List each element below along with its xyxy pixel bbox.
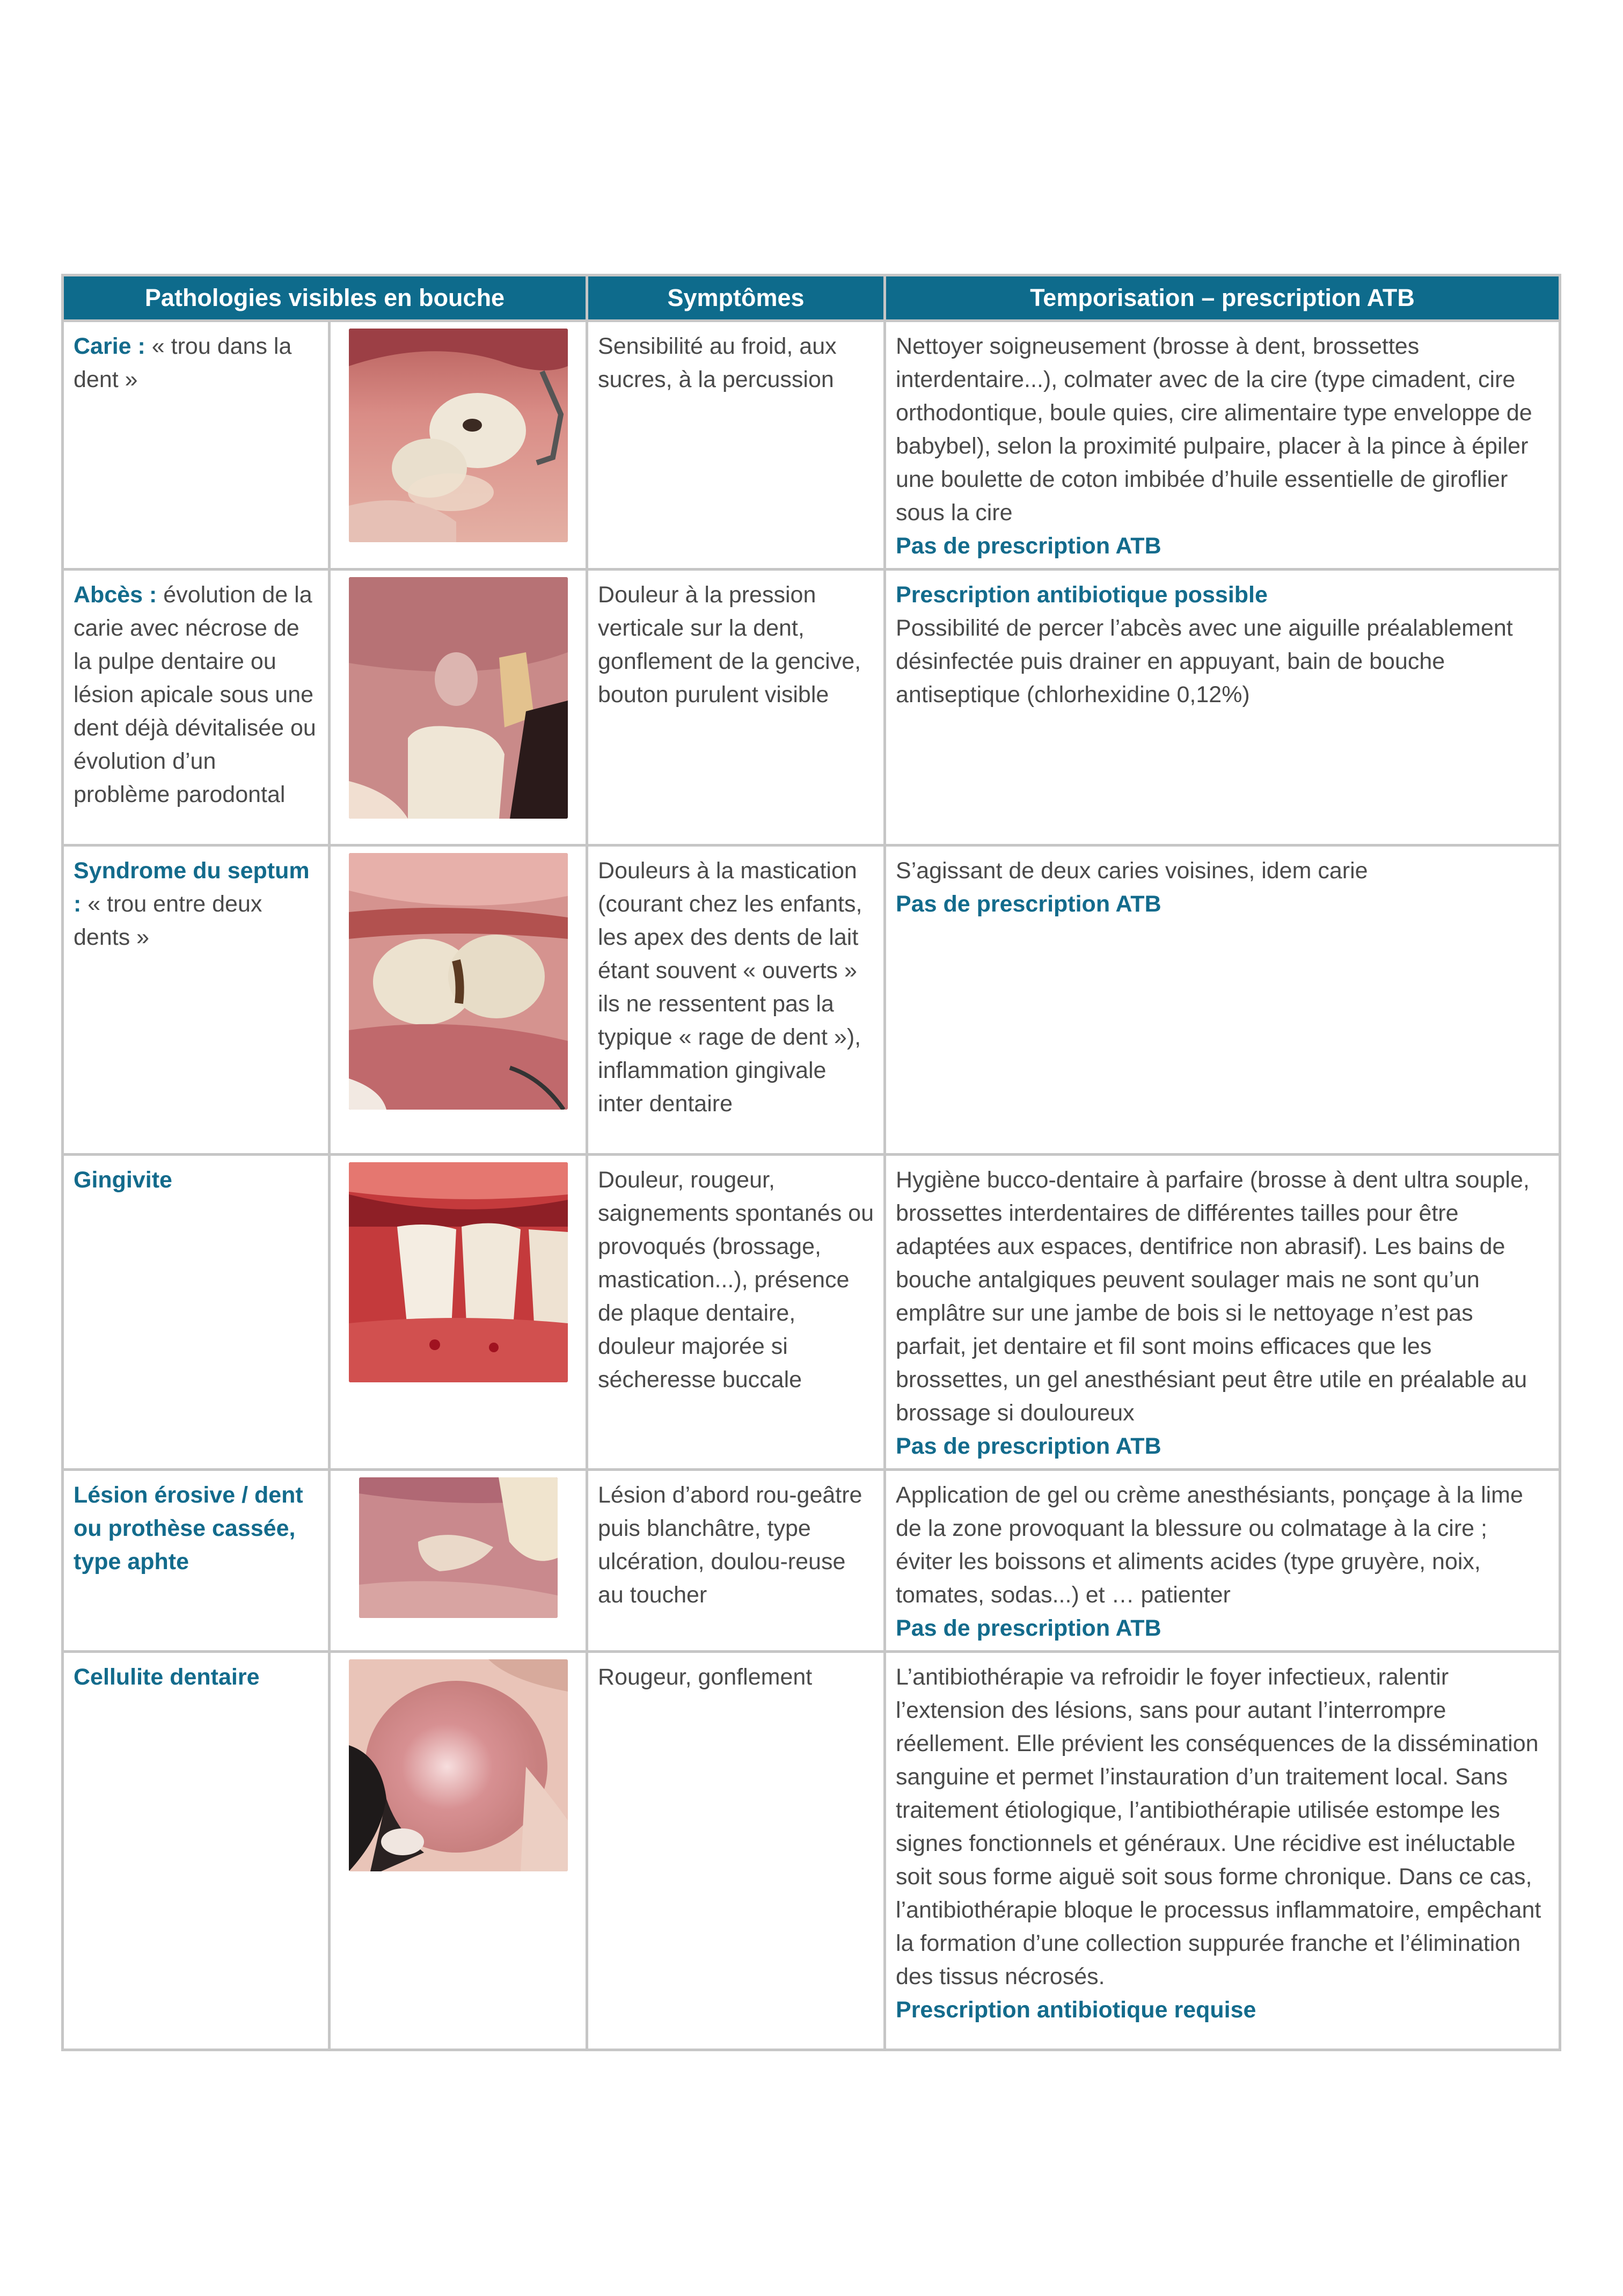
pathology-name	[63, 1470, 330, 1652]
prescription-note: Pas de prescription ATB	[896, 1433, 1161, 1459]
header-symptoms: Symptômes	[587, 275, 885, 321]
symptoms-cell: Rougeur, gonflement	[587, 1652, 885, 2050]
table-row-septum	[63, 845, 1560, 1155]
pathology-name-bold: Syndrome du septum :	[74, 858, 310, 917]
treatment-text: Application de gel ou crème anesthésiants, ponçage à la lime de la zone provoquant la blessure ou colmatage à la cire ; éviter les boissons et aliments acides (type gruyère, noix, tomates, sodas...) et … patienter	[896, 1482, 1523, 1608]
treatment-cell	[885, 321, 1560, 570]
symptoms-cell: Douleur à la pression verticale sur la dent, gonflement de la gencive, bouton purulent visible	[587, 570, 885, 845]
treatment-cell	[885, 1652, 1560, 2050]
pathology-name	[63, 1652, 330, 2050]
septum-photo-icon	[349, 853, 568, 1110]
pathology-name-rest: « trou entre deux dents »	[74, 891, 262, 950]
pathology-name	[63, 845, 330, 1155]
prescription-note: Pas de prescription ATB	[896, 891, 1161, 917]
pathology-name-bold: Cellulite dentaire	[74, 1664, 260, 1690]
symptoms-cell: Douleur, rougeur, saignements spontanés ou provoqués (brossage, mastication...), présence de plaque dentaire, douleur majorée si sécheresse buccale	[587, 1155, 885, 1470]
prescription-note: Pas de prescription ATB	[896, 1615, 1161, 1641]
table-row-lesion	[63, 1470, 1560, 1652]
table-header-row	[63, 275, 1560, 321]
treatment-text: Nettoyer soigneusement (brosse à dent, brossettes interdentaire...), colmater avec de la cire (type cimadent, cire orthodontique, boule quies, cire alimentaire type enveloppe de babybel), selon la proximité pulpaire, placer à la pince à épiler une boulette de coton imbibée d’huile essentielle de giroflier sous la cire	[896, 333, 1532, 526]
aphte-photo-icon	[359, 1477, 558, 1618]
treatment-cell	[885, 845, 1560, 1155]
table-row-abces	[63, 570, 1560, 845]
cellulite-photo-icon	[349, 1659, 568, 1871]
header-treatment: Temporisation – prescription ATB	[885, 275, 1560, 321]
treatment-text: L’antibiothérapie va refroidir le foyer infectieux, ralentir l’extension des lésions, sans pour autant l’interrompre réellement. Elle prévient les conséquences de la dissémination sanguine et permet l’instauration d’un traitement local. Sans traitement étiologique, l’antibiothérapie utilisée estompe les signes fonctionnels et généraux. Une récidive est inéluctable soit sous forme aiguë soit sous forme chronique. Dans ce cas, l’antibiothérapie bloque le processus inflammatoire, empêchant la formation d’une collection suppurée franche et l’élimination des tissus nécrosés.	[896, 1664, 1541, 1989]
pathology-image-cell	[330, 1470, 587, 1652]
pathology-name-bold: Lésion érosive / dent ou prothèse cassée, type aphte	[74, 1482, 303, 1575]
symptoms-cell: Douleurs à la mastication (courant chez les enfants, les apex des dents de lait étant souvent « ouverts » ils ne ressentent pas la typique « rage de dent »), inflammation gingivale inter dentaire	[587, 845, 885, 1155]
treatment-text: Possibilité de percer l’abcès avec une aiguille préalablement désinfectée puis drainer en appuyant, bain de bouche antiseptique (chlorhexidine 0,12%)	[896, 615, 1513, 708]
abces-photo-icon	[349, 577, 568, 819]
pathology-name-bold: Gingivite	[74, 1167, 172, 1193]
pathology-table	[61, 274, 1561, 2051]
carie-photo-icon	[349, 329, 568, 542]
table-row-carie	[63, 321, 1560, 570]
treatment-cell	[885, 1470, 1560, 1652]
pathology-image-cell	[330, 570, 587, 845]
prescription-note: Pas de prescription ATB	[896, 533, 1161, 559]
symptoms-cell: Lésion d’abord rou-geâtre puis blanchâtre, type ulcération, doulou-reuse au toucher	[587, 1470, 885, 1652]
pathology-image-cell	[330, 1652, 587, 2050]
pathology-image-cell	[330, 845, 587, 1155]
treatment-cell	[885, 570, 1560, 845]
pathology-name	[63, 321, 330, 570]
pathology-name-rest: évolution de la carie avec nécrose de la pulpe dentaire ou lésion apicale sous une dent déjà dévitalisée ou évolution d’un problème parodontal	[74, 582, 316, 807]
treatment-cell	[885, 1155, 1560, 1470]
gingivite-photo-icon	[349, 1162, 568, 1382]
treatment-text: Hygiène bucco-dentaire à parfaire (brosse à dent ultra souple, brossettes interdentaires de différentes tailles pour être adaptées aux espaces, dentifrice non abrasif). Les bains de bouche antalgiques peuvent soulager mais ne sont qu’un emplâtre sur une jambe de bois si le nettoyage n’est pas parfait, jet dentaire et fil sont moins efficaces que les brossettes, un gel anesthésiant peut être utile en préalable au brossage si douloureux	[896, 1167, 1530, 1426]
treatment-lead: Prescription antibiotique possible	[896, 582, 1268, 608]
pathology-name-bold: Abcès :	[74, 582, 157, 608]
pathology-name	[63, 1155, 330, 1470]
prescription-note: Prescription antibiotique requise	[896, 1997, 1256, 2023]
pathology-image-cell	[330, 321, 587, 570]
table-row-gingivite	[63, 1155, 1560, 1470]
pathology-image-cell	[330, 1155, 587, 1470]
table-row-cellulite	[63, 1652, 1560, 2050]
pathology-name-bold: Carie :	[74, 333, 145, 359]
symptoms-cell: Sensibilité au froid, aux sucres, à la percussion	[587, 321, 885, 570]
treatment-text: S’agissant de deux caries voisines, idem carie	[896, 858, 1368, 884]
pathology-name-rest: « trou dans la dent »	[74, 333, 292, 392]
pathology-name	[63, 570, 330, 845]
header-pathologies: Pathologies visibles en bouche	[63, 275, 587, 321]
